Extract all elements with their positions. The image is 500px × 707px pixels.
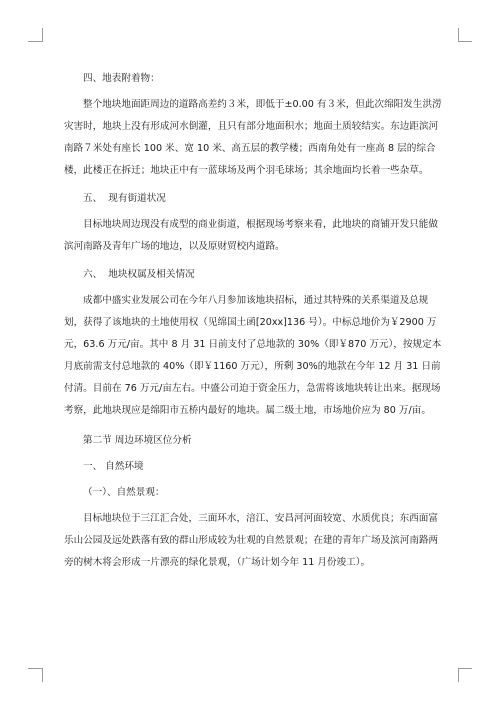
document-body: [64, 68, 442, 574]
crop-mark-top-right-v: [458, 28, 459, 42]
crop-mark-bottom-right-h: [458, 668, 472, 669]
heading-natural-landscape: （一）、自然景观：: [83, 487, 165, 498]
paragraph-surface-attachments: 整个地块地面距周边的道路高差约３米，即低于±0.00 有３米，但此次绵阳发生洪涝灾害时，地块上没有形成河水倒灌，且只有部分地面积水；地面土质较结实。东边距滨河南路７米处有座长 100 米、宽 10 米、高五层的教学楼；西南角处有一座高 8 层的综合楼，此楼正在拆迁；地块正中有一蓝球场及两个羽毛球场；其余地面均长着一些杂草。: [64, 99, 442, 176]
crop-mark-bottom-left-h: [28, 668, 42, 669]
crop-mark-top-left-h: [28, 41, 42, 42]
paragraph-land-rights: 成都中盛实业发展公司在今年八月参加该地块招标，通过其特殊的关系渠道及总规划，获得了该地块的土地使用权（见绵国土函[20xx]136 号）。中标总地价为￥2900 万元，63.6 万元/亩。其中 8 月 31 日前支付了总地款的 30%（即￥870 万元），按规定本月底前需支付总地款的 40%（即￥1160 万元），所剩 30%的地款在今年 12 月 31 日前付清。目前在 76 万元/亩左右。中盛公司迫于资金压力，急需将该地块转让出来。据现场考察，此地块现应是绵阳市五桥内最好的地块。属二级土地，市场地价应为 80 万/亩。: [64, 295, 442, 416]
heading-existing-streets: 五、 现有街道状况: [83, 193, 166, 204]
paragraph-natural-landscape: 目标地块位于三江汇合处，三面环水，涪江、安昌河河面较宽、水质优良；东西面富乐山公园及远处跌落有致的群山形成较为壮观的自然景观；在建的青年广场及滨河南路两旁的树木将会形成一片漂亮的绿化景观，（广场计划今年 11 月份竣工）。: [64, 513, 439, 568]
paragraph-existing-streets: 目标地块周边现没有成型的商业街道，根据现场考察来看，此地块的商铺开发只能做滨河南路及青年广场的地边，以及原财贸校内道路。: [64, 219, 438, 252]
heading-section-2: 第二节 周边环境区位分析: [83, 435, 192, 446]
heading-land-rights: 六、 地块权属及相关情况: [83, 269, 195, 280]
crop-mark-top-left-v: [42, 28, 43, 42]
crop-mark-bottom-left-v: [42, 668, 43, 682]
crop-mark-bottom-right-v: [458, 668, 459, 682]
heading-natural-environment: 一、 自然环境: [83, 461, 144, 472]
crop-mark-top-right-h: [458, 41, 472, 42]
heading-surface-attachments: 四、地表附着物：: [83, 73, 160, 84]
